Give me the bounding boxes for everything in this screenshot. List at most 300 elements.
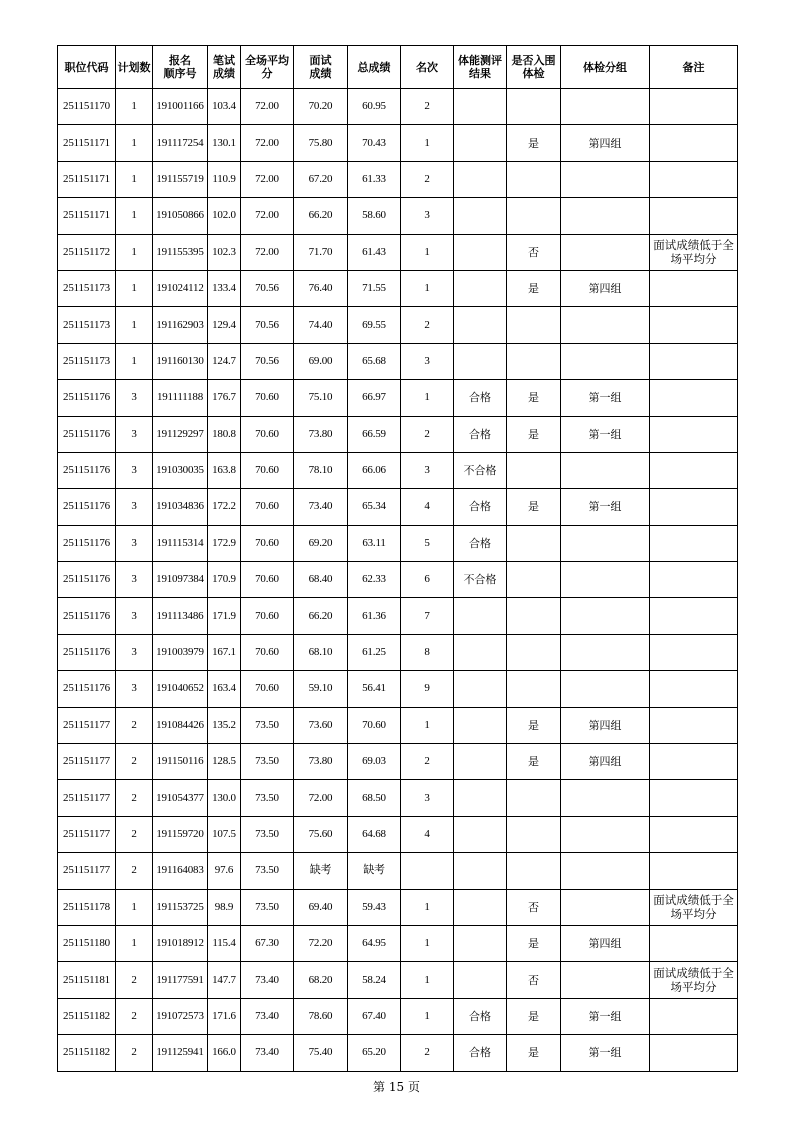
plan-count-cell: 1	[116, 270, 153, 306]
rank-cell: 7	[401, 598, 454, 634]
average-score-cell: 70.56	[241, 270, 294, 306]
header-interview-score: 面试 成绩	[294, 46, 348, 89]
position-code-cell: 251151176	[58, 380, 116, 416]
average-score-cell: 70.60	[241, 489, 294, 525]
medical-group-cell	[561, 198, 650, 234]
written-score-cell: 163.8	[208, 452, 241, 488]
rank-cell: 1	[401, 270, 454, 306]
total-score-cell: 64.68	[348, 816, 401, 852]
written-score-cell: 166.0	[208, 1035, 241, 1071]
interview-score-cell: 75.80	[294, 125, 348, 161]
interview-score-cell: 75.60	[294, 816, 348, 852]
interview-score-cell: 68.10	[294, 634, 348, 670]
medical-group-cell	[561, 307, 650, 343]
total-score-cell: 56.41	[348, 671, 401, 707]
written-score-cell: 128.5	[208, 744, 241, 780]
fitness-result-cell	[454, 343, 507, 379]
medical-group-cell	[561, 962, 650, 998]
remark-cell	[650, 562, 738, 598]
registration-number-cell: 191162903	[153, 307, 208, 343]
remark-cell	[650, 161, 738, 197]
plan-count-cell: 1	[116, 925, 153, 961]
rank-cell: 1	[401, 962, 454, 998]
header-written-score: 笔试 成绩	[208, 46, 241, 89]
position-code-cell: 251151171	[58, 125, 116, 161]
total-score-cell: 70.60	[348, 707, 401, 743]
registration-number-cell: 191001166	[153, 89, 208, 125]
table-body	[58, 89, 738, 1072]
average-score-cell: 70.60	[241, 380, 294, 416]
medical-shortlist-cell: 否	[507, 962, 561, 998]
written-score-cell: 167.1	[208, 634, 241, 670]
remark-cell	[650, 525, 738, 561]
registration-number-cell: 191113486	[153, 598, 208, 634]
position-code-cell: 251151172	[58, 234, 116, 270]
position-code-cell: 251151180	[58, 925, 116, 961]
interview-score-cell: 75.10	[294, 380, 348, 416]
table-row	[58, 416, 738, 452]
written-score-cell: 129.4	[208, 307, 241, 343]
header-plan-count: 计划数	[116, 46, 153, 89]
registration-number-cell: 191034836	[153, 489, 208, 525]
fitness-result-cell: 合格	[454, 1035, 507, 1071]
medical-group-cell: 第四组	[561, 744, 650, 780]
table-row	[58, 707, 738, 743]
remark-cell	[650, 925, 738, 961]
interview-score-cell: 78.60	[294, 998, 348, 1034]
fitness-result-cell	[454, 816, 507, 852]
average-score-cell: 70.56	[241, 343, 294, 379]
fitness-result-cell	[454, 125, 507, 161]
rank-cell: 1	[401, 125, 454, 161]
fitness-result-cell: 不合格	[454, 562, 507, 598]
total-score-cell: 66.59	[348, 416, 401, 452]
interview-score-cell: 69.40	[294, 889, 348, 925]
average-score-cell: 70.60	[241, 671, 294, 707]
medical-group-cell	[561, 343, 650, 379]
medical-shortlist-cell: 是	[507, 1035, 561, 1071]
medical-group-cell: 第一组	[561, 489, 650, 525]
interview-score-cell: 68.40	[294, 562, 348, 598]
position-code-cell: 251151176	[58, 671, 116, 707]
medical-group-cell	[561, 525, 650, 561]
header-total-score: 总成绩	[348, 46, 401, 89]
written-score-cell: 110.9	[208, 161, 241, 197]
registration-number-cell: 191097384	[153, 562, 208, 598]
written-score-cell: 172.2	[208, 489, 241, 525]
plan-count-cell: 3	[116, 562, 153, 598]
registration-number-cell: 191003979	[153, 634, 208, 670]
table-row	[58, 198, 738, 234]
table-row	[58, 816, 738, 852]
fitness-result-cell: 合格	[454, 380, 507, 416]
remark-cell	[650, 380, 738, 416]
medical-group-cell: 第四组	[561, 270, 650, 306]
position-code-cell: 251151178	[58, 889, 116, 925]
average-score-cell: 70.60	[241, 452, 294, 488]
written-score-cell: 133.4	[208, 270, 241, 306]
medical-shortlist-cell	[507, 853, 561, 889]
remark-cell	[650, 671, 738, 707]
interview-score-cell: 75.40	[294, 1035, 348, 1071]
medical-group-cell	[561, 671, 650, 707]
remark-cell	[650, 707, 738, 743]
plan-count-cell: 3	[116, 525, 153, 561]
average-score-cell: 73.50	[241, 889, 294, 925]
medical-group-cell: 第四组	[561, 125, 650, 161]
total-score-cell: 66.97	[348, 380, 401, 416]
fitness-result-cell	[454, 853, 507, 889]
interview-score-cell: 67.20	[294, 161, 348, 197]
position-code-cell: 251151171	[58, 198, 116, 234]
fitness-result-cell	[454, 634, 507, 670]
average-score-cell: 67.30	[241, 925, 294, 961]
remark-cell	[650, 198, 738, 234]
total-score-cell: 59.43	[348, 889, 401, 925]
remark-cell	[650, 452, 738, 488]
position-code-cell: 251151176	[58, 452, 116, 488]
plan-count-cell: 2	[116, 1035, 153, 1071]
medical-shortlist-cell: 否	[507, 234, 561, 270]
registration-number-cell: 191111188	[153, 380, 208, 416]
plan-count-cell: 1	[116, 234, 153, 270]
table-row	[58, 125, 738, 161]
table-row	[58, 307, 738, 343]
average-score-cell: 73.50	[241, 744, 294, 780]
plan-count-cell: 2	[116, 780, 153, 816]
remark-cell	[650, 416, 738, 452]
medical-group-cell	[561, 853, 650, 889]
remark-cell	[650, 89, 738, 125]
total-score-cell: 65.34	[348, 489, 401, 525]
medical-group-cell	[561, 780, 650, 816]
plan-count-cell: 1	[116, 343, 153, 379]
medical-group-cell: 第四组	[561, 925, 650, 961]
rank-cell: 8	[401, 634, 454, 670]
total-score-cell: 58.60	[348, 198, 401, 234]
fitness-result-cell: 合格	[454, 416, 507, 452]
total-score-cell: 61.43	[348, 234, 401, 270]
medical-shortlist-cell	[507, 780, 561, 816]
position-code-cell: 251151173	[58, 343, 116, 379]
rank-cell: 9	[401, 671, 454, 707]
header-fitness-result: 体能测评 结果	[454, 46, 507, 89]
registration-number-cell: 191117254	[153, 125, 208, 161]
fitness-result-cell	[454, 161, 507, 197]
interview-score-cell: 59.10	[294, 671, 348, 707]
header-registration-number: 报名 顺序号	[153, 46, 208, 89]
medical-shortlist-cell	[507, 671, 561, 707]
position-code-cell: 251151176	[58, 489, 116, 525]
interview-score-cell: 70.20	[294, 89, 348, 125]
fitness-result-cell	[454, 707, 507, 743]
average-score-cell: 72.00	[241, 161, 294, 197]
written-score-cell: 176.7	[208, 380, 241, 416]
total-score-cell: 66.06	[348, 452, 401, 488]
medical-group-cell	[561, 889, 650, 925]
medical-shortlist-cell: 是	[507, 416, 561, 452]
medical-group-cell	[561, 234, 650, 270]
fitness-result-cell	[454, 671, 507, 707]
position-code-cell: 251151177	[58, 707, 116, 743]
remark-cell	[650, 1035, 738, 1071]
registration-number-cell: 191024112	[153, 270, 208, 306]
remark-cell	[650, 816, 738, 852]
registration-number-cell: 191150116	[153, 744, 208, 780]
plan-count-cell: 2	[116, 998, 153, 1034]
fitness-result-cell	[454, 307, 507, 343]
interview-score-cell: 73.80	[294, 744, 348, 780]
table-row	[58, 489, 738, 525]
table-row	[58, 598, 738, 634]
rank-cell: 1	[401, 889, 454, 925]
registration-number-cell: 191054377	[153, 780, 208, 816]
fitness-result-cell	[454, 925, 507, 961]
written-score-cell: 124.7	[208, 343, 241, 379]
remark-cell	[650, 489, 738, 525]
table-row	[58, 452, 738, 488]
rank-cell: 3	[401, 780, 454, 816]
total-score-cell: 67.40	[348, 998, 401, 1034]
medical-shortlist-cell	[507, 343, 561, 379]
rank-cell: 2	[401, 1035, 454, 1071]
fitness-result-cell: 合格	[454, 998, 507, 1034]
position-code-cell: 251151173	[58, 307, 116, 343]
fitness-result-cell	[454, 962, 507, 998]
header-average-score: 全场平均 分	[241, 46, 294, 89]
total-score-cell: 58.24	[348, 962, 401, 998]
average-score-cell: 73.50	[241, 707, 294, 743]
medical-shortlist-cell: 是	[507, 489, 561, 525]
remark-cell	[650, 125, 738, 161]
average-score-cell: 70.60	[241, 634, 294, 670]
position-code-cell: 251151182	[58, 998, 116, 1034]
header-medical-group: 体检分组	[561, 46, 650, 89]
position-code-cell: 251151177	[58, 853, 116, 889]
rank-cell: 2	[401, 744, 454, 780]
header-remark: 备注	[650, 46, 738, 89]
medical-group-cell: 第一组	[561, 998, 650, 1034]
total-score-cell: 60.95	[348, 89, 401, 125]
average-score-cell: 72.00	[241, 125, 294, 161]
fitness-result-cell: 合格	[454, 525, 507, 561]
table-row	[58, 161, 738, 197]
total-score-cell: 63.11	[348, 525, 401, 561]
medical-shortlist-cell	[507, 598, 561, 634]
header-medical-shortlist: 是否入围 体检	[507, 46, 561, 89]
written-score-cell: 163.4	[208, 671, 241, 707]
medical-group-cell	[561, 452, 650, 488]
remark-cell	[650, 270, 738, 306]
written-score-cell: 115.4	[208, 925, 241, 961]
registration-number-cell: 191115314	[153, 525, 208, 561]
written-score-cell: 171.9	[208, 598, 241, 634]
position-code-cell: 251151177	[58, 816, 116, 852]
medical-shortlist-cell: 是	[507, 270, 561, 306]
table-row	[58, 744, 738, 780]
fitness-result-cell: 不合格	[454, 452, 507, 488]
fitness-result-cell	[454, 598, 507, 634]
medical-shortlist-cell	[507, 452, 561, 488]
registration-number-cell: 191125941	[153, 1035, 208, 1071]
plan-count-cell: 1	[116, 161, 153, 197]
interview-score-cell: 72.00	[294, 780, 348, 816]
fitness-result-cell	[454, 780, 507, 816]
table-row	[58, 525, 738, 561]
table-row	[58, 270, 738, 306]
average-score-cell: 73.50	[241, 780, 294, 816]
average-score-cell: 72.00	[241, 234, 294, 270]
remark-cell	[650, 853, 738, 889]
position-code-cell: 251151176	[58, 562, 116, 598]
total-score-cell: 68.50	[348, 780, 401, 816]
interview-score-cell: 72.20	[294, 925, 348, 961]
written-score-cell: 107.5	[208, 816, 241, 852]
total-score-cell: 62.33	[348, 562, 401, 598]
table-row	[58, 925, 738, 961]
registration-number-cell: 191018912	[153, 925, 208, 961]
position-code-cell: 251151176	[58, 525, 116, 561]
written-score-cell: 180.8	[208, 416, 241, 452]
table-row	[58, 998, 738, 1034]
position-code-cell: 251151171	[58, 161, 116, 197]
fitness-result-cell	[454, 234, 507, 270]
average-score-cell: 73.40	[241, 962, 294, 998]
remark-cell	[650, 780, 738, 816]
medical-shortlist-cell	[507, 525, 561, 561]
position-code-cell: 251151182	[58, 1035, 116, 1071]
medical-shortlist-cell: 是	[507, 380, 561, 416]
written-score-cell: 97.6	[208, 853, 241, 889]
table-row	[58, 89, 738, 125]
plan-count-cell: 2	[116, 853, 153, 889]
position-code-cell: 251151181	[58, 962, 116, 998]
rank-cell: 1	[401, 925, 454, 961]
plan-count-cell: 1	[116, 89, 153, 125]
plan-count-cell: 3	[116, 489, 153, 525]
interview-score-cell: 73.60	[294, 707, 348, 743]
rank-cell: 3	[401, 198, 454, 234]
page-footer: 第 15 页	[373, 1080, 420, 1094]
total-score-cell: 69.03	[348, 744, 401, 780]
rank-cell: 1	[401, 380, 454, 416]
table-row	[58, 780, 738, 816]
position-code-cell: 251151176	[58, 416, 116, 452]
table-row	[58, 343, 738, 379]
medical-shortlist-cell	[507, 198, 561, 234]
registration-number-cell: 191030035	[153, 452, 208, 488]
interview-score-cell: 73.80	[294, 416, 348, 452]
average-score-cell: 72.00	[241, 89, 294, 125]
total-score-cell: 65.68	[348, 343, 401, 379]
medical-group-cell	[561, 598, 650, 634]
table-row	[58, 562, 738, 598]
rank-cell: 2	[401, 307, 454, 343]
remark-cell	[650, 343, 738, 379]
registration-number-cell: 191072573	[153, 998, 208, 1034]
registration-number-cell: 191155719	[153, 161, 208, 197]
medical-shortlist-cell	[507, 89, 561, 125]
plan-count-cell: 1	[116, 125, 153, 161]
average-score-cell: 73.50	[241, 816, 294, 852]
table-row	[58, 634, 738, 670]
position-code-cell: 251151170	[58, 89, 116, 125]
registration-number-cell: 191159720	[153, 816, 208, 852]
average-score-cell: 70.60	[241, 562, 294, 598]
table-row	[58, 671, 738, 707]
rank-cell: 2	[401, 161, 454, 197]
rank-cell: 6	[401, 562, 454, 598]
plan-count-cell: 1	[116, 198, 153, 234]
interview-score-cell: 73.40	[294, 489, 348, 525]
rank-cell: 1	[401, 707, 454, 743]
total-score-cell: 65.20	[348, 1035, 401, 1071]
interview-score-cell: 76.40	[294, 270, 348, 306]
table-row	[58, 234, 738, 270]
medical-group-cell	[561, 562, 650, 598]
table-row	[58, 962, 738, 998]
written-score-cell: 130.1	[208, 125, 241, 161]
rank-cell: 3	[401, 452, 454, 488]
table-row	[58, 1035, 738, 1071]
plan-count-cell: 1	[116, 889, 153, 925]
total-score-cell: 61.25	[348, 634, 401, 670]
average-score-cell: 73.50	[241, 853, 294, 889]
medical-shortlist-cell	[507, 816, 561, 852]
plan-count-cell: 2	[116, 707, 153, 743]
written-score-cell: 102.3	[208, 234, 241, 270]
header-position-code: 职位代码	[58, 46, 116, 89]
remark-cell	[650, 634, 738, 670]
remark-cell	[650, 307, 738, 343]
interview-score-cell: 69.00	[294, 343, 348, 379]
fitness-result-cell	[454, 744, 507, 780]
interview-score-cell: 缺考	[294, 853, 348, 889]
medical-group-cell	[561, 634, 650, 670]
rank-cell: 2	[401, 89, 454, 125]
remark-cell	[650, 744, 738, 780]
position-code-cell: 251151177	[58, 780, 116, 816]
fitness-result-cell: 合格	[454, 489, 507, 525]
medical-group-cell: 第一组	[561, 416, 650, 452]
average-score-cell: 70.56	[241, 307, 294, 343]
registration-number-cell: 191050866	[153, 198, 208, 234]
fitness-result-cell	[454, 889, 507, 925]
total-score-cell: 缺考	[348, 853, 401, 889]
position-code-cell: 251151173	[58, 270, 116, 306]
fitness-result-cell	[454, 198, 507, 234]
plan-count-cell: 3	[116, 671, 153, 707]
registration-number-cell: 191084426	[153, 707, 208, 743]
average-score-cell: 72.00	[241, 198, 294, 234]
medical-group-cell: 第一组	[561, 380, 650, 416]
total-score-cell: 70.43	[348, 125, 401, 161]
medical-shortlist-cell: 是	[507, 707, 561, 743]
written-score-cell: 147.7	[208, 962, 241, 998]
table-row	[58, 853, 738, 889]
plan-count-cell: 3	[116, 452, 153, 488]
registration-number-cell: 191155395	[153, 234, 208, 270]
average-score-cell: 73.40	[241, 1035, 294, 1071]
rank-cell: 4	[401, 816, 454, 852]
medical-group-cell: 第四组	[561, 707, 650, 743]
written-score-cell: 98.9	[208, 889, 241, 925]
plan-count-cell: 3	[116, 634, 153, 670]
total-score-cell: 71.55	[348, 270, 401, 306]
average-score-cell: 70.60	[241, 525, 294, 561]
remark-cell: 面试成绩低于全场平均分	[650, 962, 738, 998]
registration-number-cell: 191153725	[153, 889, 208, 925]
